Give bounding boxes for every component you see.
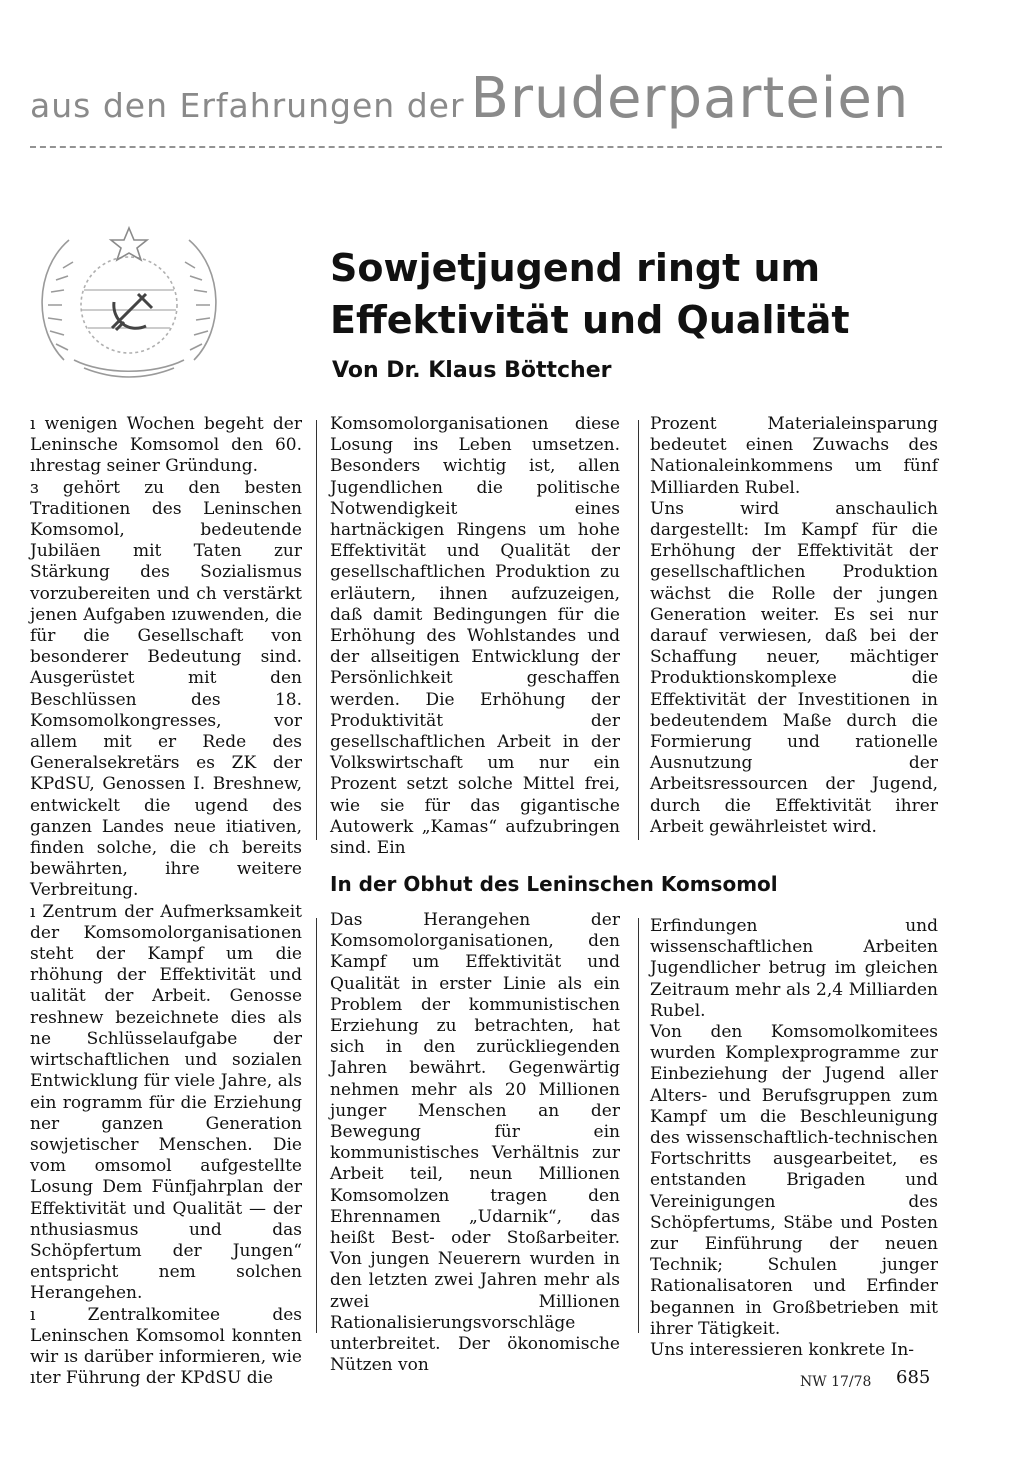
paragraph: ɜ gehört zu den besten Traditionen des Leninschen Komsomol, bedeutende Jubiläen mit Taten zur Stärkung des Sozialismus vorzubereiten und ch verstärkt jenen Aufgaben ızuwenden, die für die Gesellschaft von besonderer Bedeutung sind. Ausgerüstet mit den Beschlüssen des 18. Komsomolkongresses, vor allem mit er Rede des Generalsekretärs es ZK der KPdSU, Genossen I. Breshnew, entwickelt die ugend des ganzen Landes neue itiativen, finden solche, die ch bereits bewährten, ihre weitere Verbreitung. [30,477,302,901]
paragraph: Das Herangehen der Komsomolorganisationen, den Kampf um Effektivität und Qualität in erster Linie als ein Problem der kommunistischen Erziehung zu betrachten, hat sich in den zurückliegenden Jahren bewährt. Gegenwärtig nehmen mehr als 20 Millionen junger Menschen an der Bewegung für ein kommunistisches Verhältnis zur Arbeit teil, neun Millionen Komsomolzen tragen den Ehrennamen „Udarnik“, das heißt Best- oder Stoßarbeiter. Von jungen Neuerern wurden in den letzten zwei Jahren mehr als zwei Millionen Rationalisierungsvorschläge unterbreitet. Der ökonomische Nützen von [330,910,620,1376]
column-3-bottom [650,916,938,1361]
paragraph: Komsomolorganisationen diese Losung ins Leben umsetzen. Besonders wichtig ist, allen Jugendlichen die politische Notwendigkeit eines hartnäckigen Ringens um hohe Effektivität und Qualität der gesellschaftlichen Produktion zu erläutern, ihnen aufzuzeigen, daß damit Bedingungen für die Erhöhung des Wohlstandes und der allseitigen Entwicklung der Persönlichkeit geschaffen werden. Die Erhöhung der Produktivität der gesellschaftlichen Arbeit in der Volkswirtschaft um nur ein Prozent setzt solche Mittel frei, wie sie für das gigantische Autowerk „Kamas“ aufzubringen sind. Ein [330,414,620,859]
header-rule [30,146,942,150]
section-header-big: Bruderparteien [470,66,910,131]
article-title-line2: Effektivität und Qualität [330,298,850,342]
paragraph: Von den Komsomolkomitees wurden Komplexprogramme zur Einbeziehung der Jugend aller Alters- und Berufsgruppen zum Kampf um die Beschleunigung des wissenschaftlich-technischen Fortschritts ausgearbeitet, es entstanden Brigaden und Vereinigungen des Schöpfertums, Stäbe und Posten zur Einführung der neuen Technik; Schulen junger Rationalisatoren und Erfinder begannen in Großbetrieben mit ihrer Tätigkeit. [650,1022,938,1339]
paragraph: ı Zentrum der Aufmerksamkeit der Komsomolorganisationen steht der Kampf um die rhöhung der Effektivität und ualität der Arbeit. Genosse reshnew bezeichnete dies als ne Schlüsselaufgabe der wirtschaftlichen und sozialen Entwicklung für viele Jahre, als ein rogramm für die Erziehung ner ganzen Generation sowjetischer Menschen. Die vom omsomol aufgestellte Losung Dem Fünfjahrplan der Effektivität und Qualität — der nthusiasmus und das Schöpfertum der Jungen“ entspricht nem solchen Herangehen. [30,901,302,1304]
article-title-line1: Sowjetjugend ringt um [330,246,821,290]
paragraph: Prozent Materialeinsparung bedeutet einen Zuwachs des Nationaleinkommens um fünf Milliarden Rubel. [650,414,938,498]
paragraph: Uns wird anschaulich dargestellt: Im Kampf für die Erhöhung der Effektivität der gesellschaftlichen Produktion wächst die Rolle der jungen Generation weiter. Es sei nur darauf verwiesen, daß bei der Schaffung neuer, mächtiger Produktionskomplexe die Effektivität der Investitionen in bedeutendem Maße durch die Formierung und rationelle Ausnutzung der Arbeitsressourcen der Jugend, durch die Effektivität ihrer Arbeit gewährleistet wird. [650,498,938,837]
page-number: 685 [896,1367,931,1388]
column-2-top [330,414,620,859]
soviet-state-emblem-icon [24,210,234,390]
paragraph: ı Zentralkomitee des Leninschen Komsomol konnten wir ıs darüber informieren, wie ıter Führung der KPdSU die [30,1304,302,1389]
column-divider [316,918,317,1333]
section-header [30,66,950,136]
paragraph: ı wenigen Wochen begeht der Leninsche Komsomol den 60. ıhrestag seiner Gründung. [30,414,302,477]
column-divider [638,420,639,840]
section-header-small: aus den Erfahrungen der [30,86,465,125]
subheading: In der Obhut des Leninschen Komsomol [330,872,778,896]
paragraph: Uns interessieren konkrete In- [650,1340,915,1361]
article-author: Von Dr. Klaus Böttcher [332,358,612,383]
column-divider [316,420,317,840]
article-title [330,242,950,346]
column-3-top [650,414,938,838]
column-1 [30,414,302,1389]
column-divider [638,918,639,1333]
paragraph: Erfindungen und wissenschaftlichen Arbeiten Jugendlicher betrug im gleichen Zeitraum mehr als 2,4 Milliarden Rubel. [650,916,938,1021]
issue-code: NW 17/78 [800,1374,872,1390]
column-2-bottom [330,910,620,1376]
